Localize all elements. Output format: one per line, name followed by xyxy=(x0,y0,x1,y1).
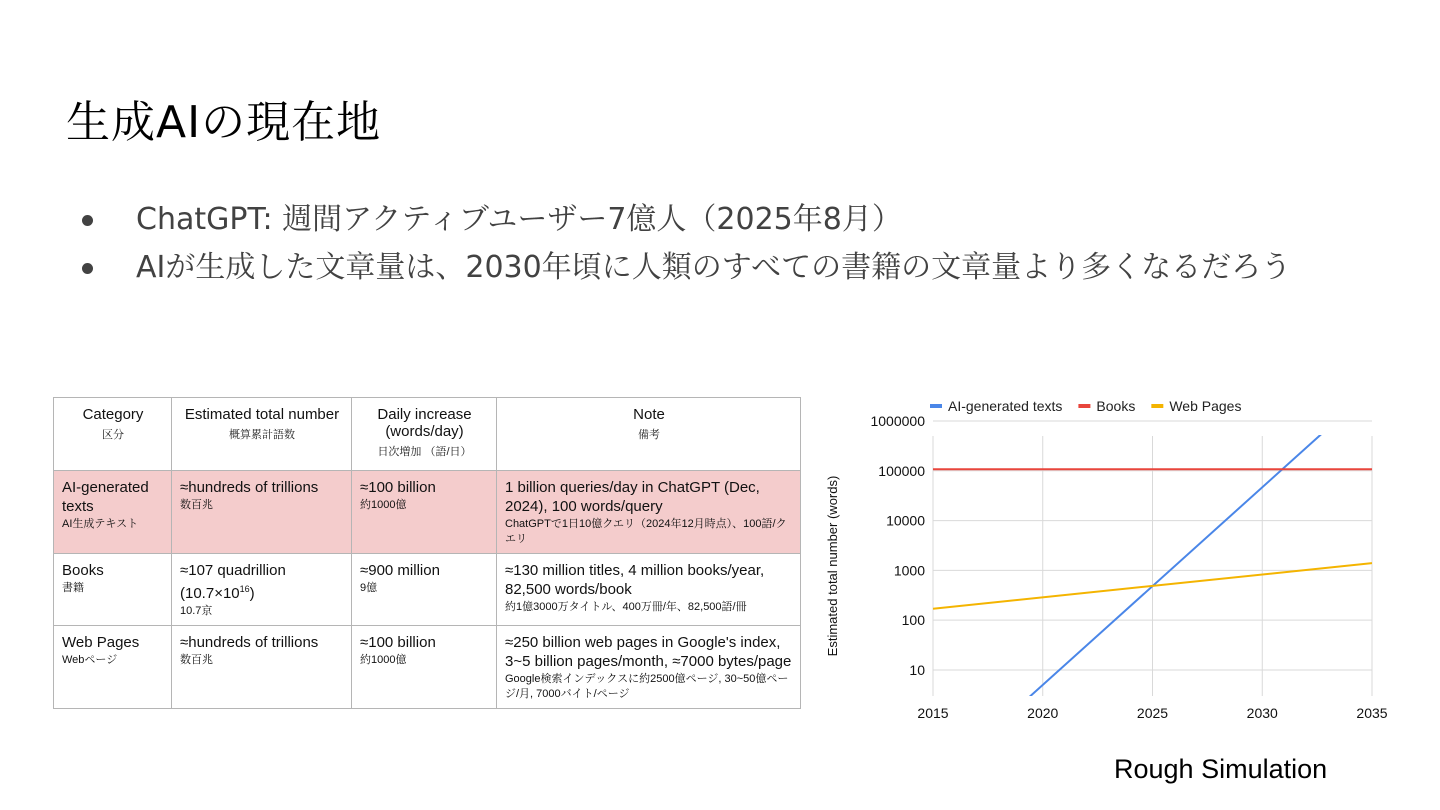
legend-label: AI-generated texts xyxy=(948,398,1063,414)
y-tick-label: 100000 xyxy=(878,462,925,479)
legend-swatch xyxy=(1151,404,1163,408)
table-row xyxy=(54,626,801,709)
table-row xyxy=(54,554,801,626)
y-tick-label: 10000 xyxy=(886,512,925,529)
cell-category: Web Pages Webページ xyxy=(54,626,172,709)
cell-note: ≈130 million titles, 4 million books/year, 82,500 words/book 約1億3000万タイトル、400万冊/年、82,500語/冊 xyxy=(497,554,801,626)
bullet-item xyxy=(80,196,1370,244)
cell-category: AI-generated texts AI生成テキスト xyxy=(54,471,172,554)
bullet-dot-icon xyxy=(82,263,93,274)
scientific-notation: $(10.7\times 10^{16})$ xyxy=(180,584,255,602)
cell-daily: ≈900 million 9億 xyxy=(352,554,497,626)
x-tick-label: 2030 xyxy=(1246,705,1278,721)
bullet-list xyxy=(80,196,1370,292)
bullet-text: AIが生成した文章量は、2030年頃に人類のすべての書籍の文章量より多くなるだろう xyxy=(136,250,1292,285)
legend-swatch xyxy=(1078,404,1090,408)
cell-daily: ≈100 billion 約1000億 xyxy=(352,626,497,709)
bullet-text: ChatGPT: 週間アクティブユーザー7億人（2025年8月） xyxy=(136,202,902,237)
slide-title: 生成AIの現在地 xyxy=(66,97,382,148)
cell-category: Books 書籍 xyxy=(54,554,172,626)
bullet-dot-icon xyxy=(82,215,93,226)
x-tick-label: 2020 xyxy=(1027,705,1059,721)
table-row xyxy=(54,471,801,554)
cell-note: ≈250 billion web pages in Google's index, 3~5 billion pages/month, ≈7000 bytes/page Google検索インデックスに約2500億ページ, 30~50億ページ/月, 7000バイト/ページ xyxy=(497,626,801,709)
legend-label: Books xyxy=(1096,398,1136,414)
cell-note: 1 billion queries/day in ChatGPT (Dec, 2024), 100 words/query ChatGPTで1日10億クエリ（2024年12月時点）、100語/クエリ xyxy=(497,471,801,554)
y-axis-label: Estimated total number (words) xyxy=(825,475,840,657)
y-tick-label: 1000 xyxy=(893,562,925,579)
x-tick-label: 2015 xyxy=(917,705,949,721)
y-tick-label: 100 xyxy=(901,612,925,629)
header-note: Note 備考 xyxy=(497,398,801,471)
header-total: Estimated total number 概算累計語数 xyxy=(172,398,352,471)
legend-label: Web Pages xyxy=(1169,398,1242,414)
line-chart xyxy=(812,388,1412,733)
header-daily: Daily increase (words/day) 日次増加 （語/日） xyxy=(352,398,497,471)
chart-caption: Rough Simulation xyxy=(1114,754,1328,784)
series-line xyxy=(1023,389,1372,703)
cell-total: ≈hundreds of trillions 数百兆 xyxy=(172,626,352,709)
table-header-row xyxy=(54,398,801,471)
y-tick-label: 1000000 xyxy=(870,413,925,430)
cell-total: ≈hundreds of trillions 数百兆 xyxy=(172,471,352,554)
comparison-table xyxy=(53,397,801,709)
y-tick-label: 10 xyxy=(909,661,925,678)
header-category: Category 区分 xyxy=(54,398,172,471)
legend-swatch xyxy=(930,404,942,408)
cell-daily: ≈100 billion 約1000億 xyxy=(352,471,497,554)
x-tick-label: 2025 xyxy=(1136,705,1169,721)
bullet-item xyxy=(80,244,1370,292)
cell-total: ≈107 quadrillion $(10.7\times 10^{16})$ 10.7京 xyxy=(172,554,352,626)
x-tick-label: 2035 xyxy=(1356,705,1388,721)
